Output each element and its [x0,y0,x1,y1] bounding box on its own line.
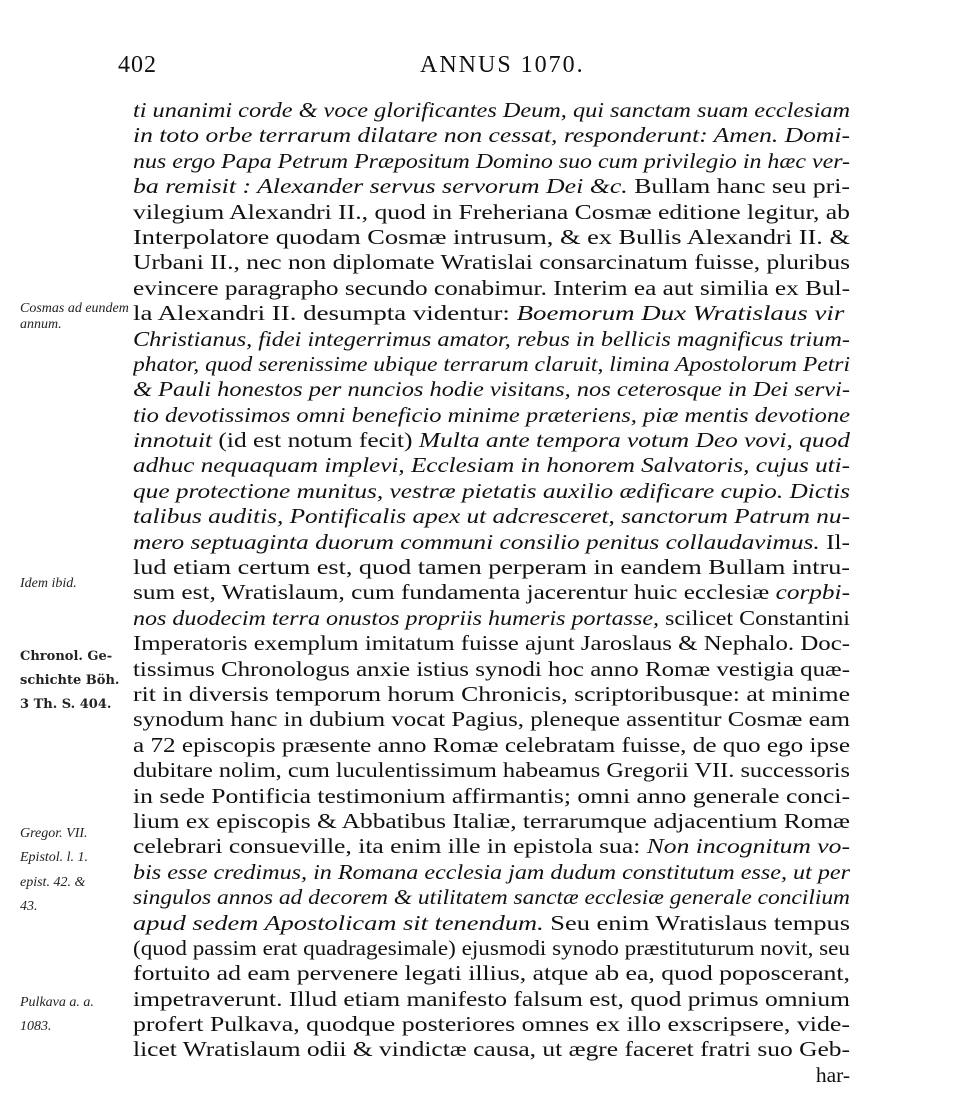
text-line-content: in toto orbe terrarum dilatare non cessat, responderunt: Amen. Domi- [133,123,850,148]
margin-note: epist. 42. & [20,875,86,890]
text-line [133,301,850,326]
text-line [133,707,850,732]
text-line-content: que protectione munitus, vestræ pietatis auxilio ædificare cupio. Dictis [133,478,850,503]
text-line [133,453,850,478]
text-line [133,961,850,986]
text-line [133,682,850,707]
text-line [133,428,850,453]
text-line-content: a 72 episcopis præsente anno Romæ celebratam fuisse, de quo ego ipse [133,732,850,757]
text-line-content: licet Wratislaum odii & vindictæ causa, ut ægre faceret fratri suo Geb- [133,1037,850,1062]
text-line-content: (quod passim erat quadragesimale) ejusmodi synodo præstituturum novit, seu [133,935,850,960]
text-line [133,1012,850,1037]
text-line [133,225,850,250]
text-line-content: synodum hanc in dubium vocat Pagius, pleneque assentitur Cosmæ eam [133,707,850,732]
text-line-content: Urbani II., nec non diplomate Wratislai consarcinatum fuisse, pluribus [133,250,850,275]
page-number: 402 [118,52,157,78]
text-line-content: ba remisit : Alexander servus servorum Dei &c. Bullam hanc seu pri- [133,174,850,199]
text-line-content: innotuit (id est notum fecit) Multa ante tempora votum Deo vovi, quod [133,428,850,453]
text-line [133,123,850,148]
text-line [133,911,850,936]
body-text [133,98,850,1088]
text-line-content: impetraverunt. Illud etiam manifesto falsum est, quod primus omnium [133,986,850,1011]
margin-note: schichte Böh. [20,673,120,688]
running-head: ANNUS 1070. [420,52,585,78]
text-line-content: fortuito ad eam pervenere legati illius, atque ab ea, quod poposcerant, [133,961,850,986]
text-line-content: sum est, Wratislaum, cum fundamenta jacerentur huic ecclesiæ corpbi- [133,580,850,605]
text-line-content: apud sedem Apostolicam sit tenendum. Seu enim Wratislaus tempus [133,910,850,935]
text-line-content: nus ergo Papa Petrum Præpositum Domino suo cum privilegio in hæc ver- [133,148,850,173]
text-line-content: celebrari consueville, ita enim ille in epistola sua: Non incognitum vo- [133,834,850,859]
text-line [133,555,850,580]
text-line [133,250,850,275]
text-line-content: adhuc nequaquam implevi, Ecclesiam in honorem Salvatoris, cujus uti- [133,453,850,478]
margin-note: Pulkava a. a. [20,995,94,1010]
text-line-content: tissimus Chronologus anxie istius synodi hoc anno Romæ vestigia quæ- [133,656,850,681]
text-line [133,657,850,682]
text-line-content: dubitare nolim, cum luculentissimum habeamus Gregorii VII. successoris [133,758,850,783]
text-line-content: in sede Pontificia testimonium affirmantis; omni anno generale conci- [133,783,850,808]
text-line-content: lium ex episcopis & Abbatibus Italiæ, terrarumque adjacentium Romæ [133,808,850,833]
margin-note: 1083. [20,1019,52,1034]
margin-notes [0,0,135,1110]
text-line-content: vilegium Alexandri II., quod in Freheriana Cosmæ editione legitur, ab [133,199,850,224]
margin-note: 3 Th. S. 404. [20,697,112,712]
margin-note: Chronol. Ge- [20,649,113,664]
text-line [133,987,850,1012]
text-line [133,276,850,301]
text-line [133,885,850,910]
text-line [133,200,850,225]
page-header [0,52,960,86]
text-line-content: talibus auditis, Pontificalis apex ut adcresceret, sanctorum Patrum nu- [133,504,850,529]
text-line-content: tio devotissimos omni beneficio minime præteriens, piæ mentis devotione [133,402,850,427]
text-line-content: Christianus, fidei integerrimus amator, rebus in bellicis magnificus trium- [133,326,850,351]
text-line-content: & Pauli honestos per nuncios hodie visitans, nos ceterosque in Dei servi- [133,377,850,402]
text-line [133,377,850,402]
text-line-content: phator, quod serenissime ubique terrarum claruit, limina Apostolorum Petri [133,351,850,376]
text-line [133,860,850,885]
text-line [133,98,850,123]
text-line-content: Imperatoris exemplum imitatum fuisse ajunt Jaroslaus & Nephalo. Doc- [133,631,850,656]
text-line [133,1063,850,1088]
text-line [133,580,850,605]
text-line-content: nos duodecim terra onustos propriis humeris portasse, scilicet Constantini [133,605,850,630]
text-line [133,631,850,656]
text-line-content: profert Pulkava, quodque posteriores omnes ex illo exscripsere, vide- [133,1012,850,1037]
text-line-content: har- [815,1062,850,1087]
text-line [133,403,850,428]
text-line-content: bis esse credimus, in Romana ecclesia jam dudum constitutum esse, ut per [133,859,850,884]
text-line-content: evincere paragrapho secundo conabimur. Interim ea aut similia ex Bul- [133,275,850,300]
text-line [133,530,850,555]
margin-note: 43. [20,899,38,914]
text-line [133,758,850,783]
text-line [133,174,850,199]
margin-note: Gregor. VII. [20,826,88,841]
margin-note: Cosmas ad eundem annum. [20,301,129,332]
text-line [133,504,850,529]
text-line [133,784,850,809]
text-line [133,809,850,834]
text-line [133,606,850,631]
text-line-content: ti unanimi corde & voce glorificantes Deum, qui sanctam suam ecclesiam [133,98,850,122]
margin-note: Idem ibid. [20,576,77,591]
text-line [133,936,850,961]
text-line [133,352,850,377]
text-line [133,327,850,352]
text-line-content: Interpolatore quodam Cosmæ intrusum, & ex Bullis Alexandri II. & [133,224,850,249]
text-line [133,1037,850,1062]
margin-note: Epistol. l. 1. [20,850,89,865]
text-line [133,479,850,504]
text-line [133,149,850,174]
text-line-content: lud etiam certum est, quod tamen perperam in eandem Bullam intru- [133,555,850,580]
text-line-content: la Alexandri II. desumpta videntur: Boemorum Dux Wratislaus vir [133,301,845,326]
text-line-content: mero septuaginta duorum communi consilio penitus collaudavimus. Il- [133,529,850,554]
text-line [133,733,850,758]
text-line-content: singulos annos ad decorem & utilitatem sanctæ ecclesiæ generale concilium [133,885,850,910]
text-line-content: rit in diversis temporum horum Chronicis, scriptoribusque: at minime [133,681,850,706]
text-line [133,834,850,859]
